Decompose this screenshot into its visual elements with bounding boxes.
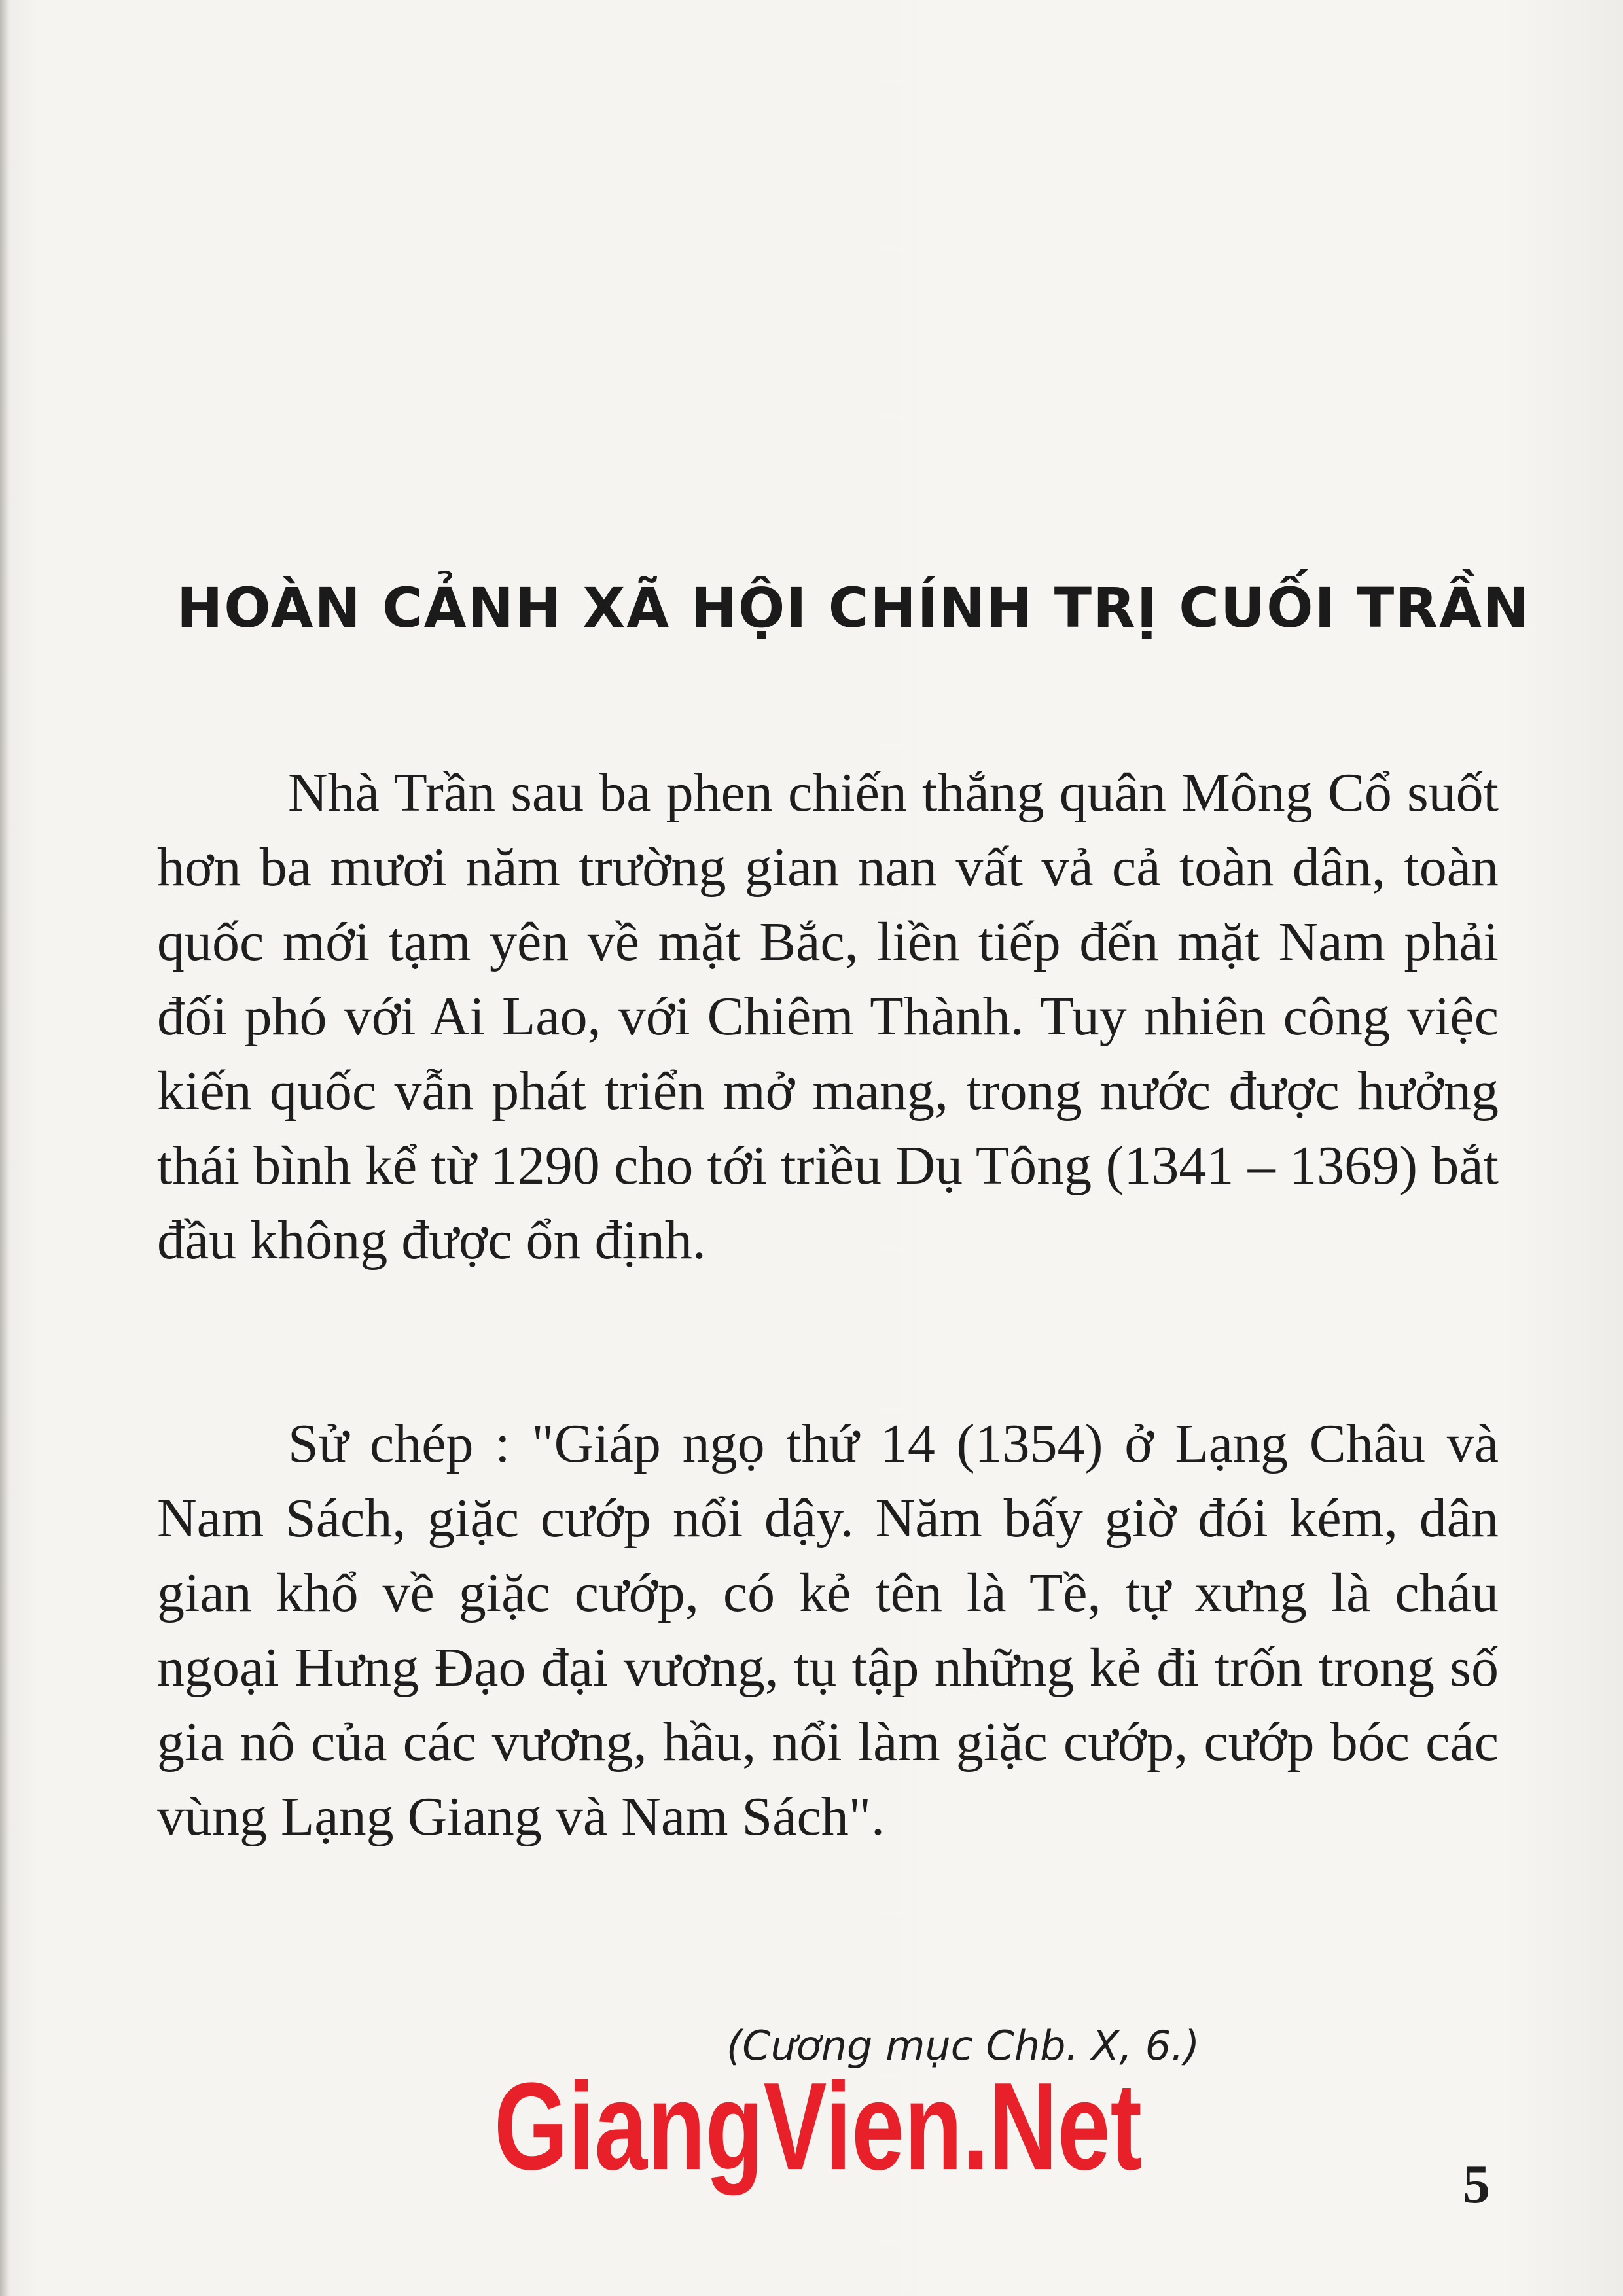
chapter-title: HOÀN CẢNH XÃ HỘI CHÍNH TRỊ CUỐI TRẦN — [177, 576, 1531, 640]
watermark-text: GiangVien.Net — [494, 2057, 1142, 2196]
paragraph-1-text: Nhà Trần sau ba phen chiến thắng quân Mông Cổ suốt hơn ba mươi năm trường gian nan vất vả cả toàn dân, toàn quốc mới tạm yên về mặt Bắc, liền tiếp đến mặt Nam phải đối phó với Ai Lao, với Chiêm Thành. Tuy nhiên công việc kiến quốc vẫn phát triển mở mang, trong nước được hưởng thái bình kể từ 1290 cho tới triều Dụ Tông (1341 – 1369) bắt đầu không được ổn định. — [157, 762, 1499, 1271]
citation: (Cương mục Chb. X, 6.) — [726, 2022, 1200, 2070]
page-number: 5 — [1463, 2154, 1490, 2215]
paragraph-2 — [157, 1407, 1499, 1854]
paragraph-1 — [157, 756, 1499, 1278]
watermark-logo — [494, 2057, 1142, 2196]
paragraph-2-text: Sử chép : "Giáp ngọ thứ 14 (1354) ở Lạng Châu và Nam Sách, giặc cướp nổi dậy. Năm bấy giờ đói kém, dân gian khổ về giặc cướp, có kẻ tên là Tề, tự xưng là cháu ngoại Hưng Đạo đại vương, tụ tập những kẻ đi trốn trong số gia nô của các vương, hầu, nổi làm giặc cướp, cướp bóc các vùng Lạng Giang và Nam Sách". — [157, 1413, 1499, 1847]
watermark-svg — [494, 2057, 1142, 2196]
page-edge-shadow — [0, 0, 9, 2296]
